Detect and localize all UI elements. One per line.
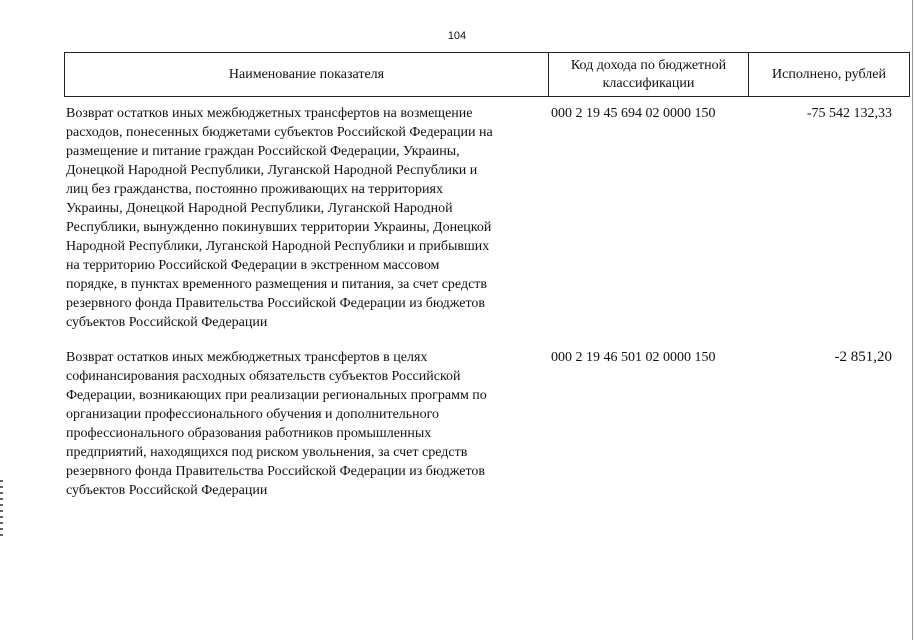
row-name: Возврат остатков иных межбюджетных трансфертов на возмещение расходов, понесенных бюджетами субъектов Российской Федерации на размещение и питание граждан Российской Федерации, Украины, Донецкой Народной Республики, Луганской Народной Республики и лиц без гражданства, постоянно проживающих на территориях Украины, Донецкой Народной Республики, Луганской Народной Республики, вынужденно покинувших территории Украины, Донецкой Народной Республики, Луганской Народной Республики и прибывших на территорию Российской Федерации в экстренном массовом порядке, в пунктах временного размещения и питания, за счет средств резервного фонда Правительства Российской Федерации из бюджетов субъектов Российской Федерации (66, 106, 493, 330)
row-name: Возврат остатков иных межбюджетных трансфертов в целях софинансирования расходных обязательств субъектов Российской Федерации, возникающих при реализации региональных программ по организации профессионального обучения и дополнительного профессионального образования работников промышленных предприятий, находящихся под риском увольнения, за счет средств резервного фонда Правительства Российской Федерации из бюджетов субъектов Российской Федерации (66, 350, 487, 498)
table-header (64, 52, 910, 97)
header-name: Наименование показателя (65, 53, 549, 96)
row-code: 000 2 19 46 501 02 0000 150 (551, 350, 716, 365)
table-row (64, 104, 910, 334)
scan-edge-mark (0, 480, 3, 540)
row-amount: -75 542 132,33 (806, 106, 892, 121)
table-row (64, 348, 910, 498)
page-edge (912, 0, 913, 640)
row-amount: -2 851,20 (834, 349, 892, 365)
header-executed: Исполнено, рублей (772, 66, 886, 82)
header-code: Код дохода по бюджетной классификации (549, 53, 749, 96)
row-code: 000 2 19 45 694 02 0000 150 (551, 106, 716, 121)
page-number: 104 (447, 30, 467, 42)
